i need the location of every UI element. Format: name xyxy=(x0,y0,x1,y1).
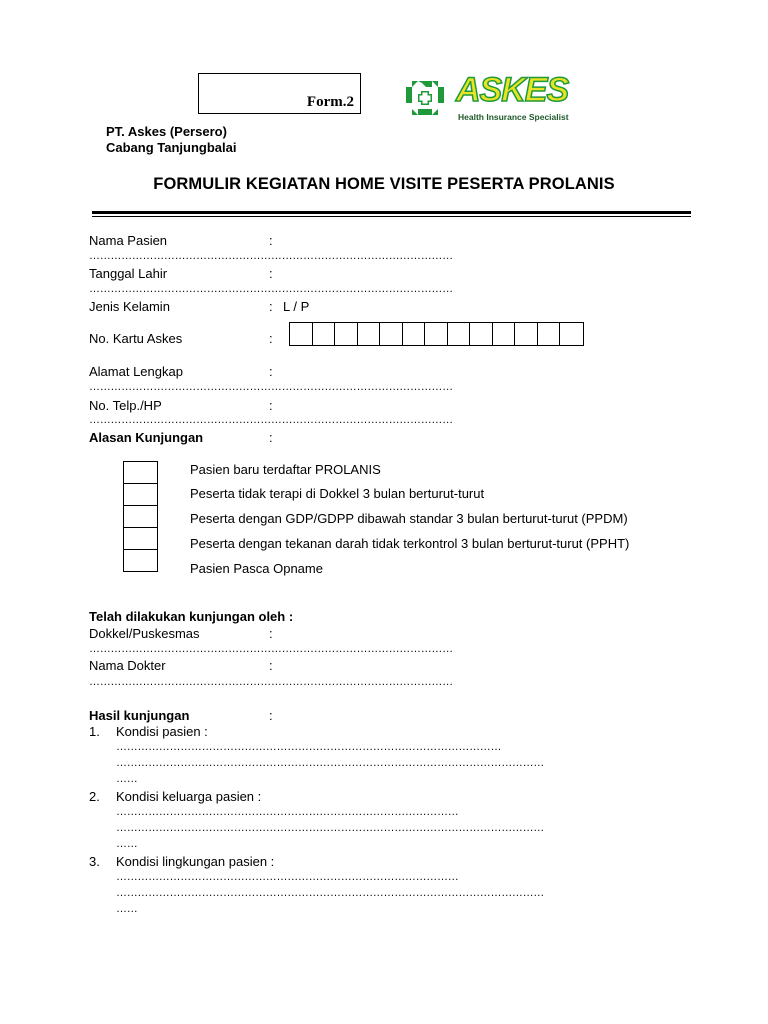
hasil-label: Hasil kunjungan xyxy=(89,708,190,723)
alamat-field[interactable]: ………………………………………………………………………………………… xyxy=(89,381,453,393)
nama-pasien-field[interactable]: ………………………………………………………………………………………… xyxy=(89,250,453,262)
tanggal-lahir-label: Tanggal Lahir xyxy=(89,266,168,281)
card-digit-box[interactable] xyxy=(313,323,336,345)
reason-checkbox[interactable] xyxy=(124,462,157,484)
card-digit-box[interactable] xyxy=(470,323,493,345)
form-title: FORMULIR KEGIATAN HOME VISITE PESERTA PROLANIS xyxy=(153,175,615,193)
dokter-field[interactable]: ………………………………………………………………………………………… xyxy=(89,676,453,688)
alamat-label: Alamat Lengkap xyxy=(89,364,183,379)
reason-item: Pasien Pasca Opname xyxy=(190,561,323,576)
dokkel-field[interactable]: ………………………………………………………………………………………… xyxy=(89,643,453,655)
hasil-item-number: 3. xyxy=(89,854,100,869)
jenis-kelamin-label: Jenis Kelamin xyxy=(89,299,170,314)
no-kartu-colon: : xyxy=(269,331,273,346)
card-digit-box[interactable] xyxy=(493,323,516,345)
card-digit-box[interactable] xyxy=(425,323,448,345)
reason-item: Peserta dengan tekanan darah tidak terkontrol 3 bulan berturut-turut (PPHT) xyxy=(190,536,630,551)
no-kartu-label: No. Kartu Askes xyxy=(89,331,183,346)
reason-item: Peserta dengan GDP/GDPP dibawah standar 3 bulan berturut-turut (PPDM) xyxy=(190,511,628,526)
kondisi-keluarga-field[interactable]: ………………………………………………………………………………………………………… xyxy=(116,822,545,834)
telp-label: No. Telp./HP xyxy=(89,398,162,413)
card-digit-box[interactable] xyxy=(560,323,583,345)
company-name: PT. Askes (Persero) xyxy=(106,124,227,139)
kondisi-keluarga-field[interactable]: …… xyxy=(116,838,138,850)
kondisi-keluarga-field[interactable]: …………………………………………………………………………………… xyxy=(116,806,459,818)
card-digit-box[interactable] xyxy=(358,323,381,345)
card-digit-box[interactable] xyxy=(448,323,471,345)
card-digit-box[interactable] xyxy=(290,323,313,345)
telp-colon: : xyxy=(269,398,273,413)
reason-checkbox[interactable] xyxy=(124,506,157,528)
tanggal-lahir-field[interactable]: ………………………………………………………………………………………… xyxy=(89,283,453,295)
dokter-colon: : xyxy=(269,658,273,673)
reason-checkbox[interactable] xyxy=(124,484,157,506)
kondisi-pasien-field[interactable]: …… xyxy=(116,773,138,785)
nama-pasien-label: Nama Pasien xyxy=(89,233,168,248)
hasil-colon: : xyxy=(269,708,273,723)
branch-name: Cabang Tanjungbalai xyxy=(106,140,237,155)
alasan-label: Alasan Kunjungan xyxy=(89,430,204,445)
title-divider-thick xyxy=(92,211,691,214)
kunjungan-oleh-label: Telah dilakukan kunjungan oleh : xyxy=(89,609,294,624)
kondisi-pasien-field[interactable]: ……………………………………………………………………………………………… xyxy=(116,741,502,753)
askes-logo-tagline: Health Insurance Specialist xyxy=(458,112,569,122)
kondisi-pasien-field[interactable]: ………………………………………………………………………………………………………… xyxy=(116,757,545,769)
kondisi-pasien-label: Kondisi pasien : xyxy=(116,724,208,739)
form-number-label: Form.2 xyxy=(306,94,354,110)
jenis-kelamin-colon: : xyxy=(269,299,273,314)
alasan-colon: : xyxy=(269,430,273,445)
nama-pasien-colon: : xyxy=(269,233,273,248)
kondisi-lingkungan-field[interactable]: …………………………………………………………………………………… xyxy=(116,871,459,883)
dokter-label: Nama Dokter xyxy=(89,658,166,673)
reason-checkbox[interactable] xyxy=(124,550,157,572)
alamat-colon: : xyxy=(269,364,273,379)
card-digit-box[interactable] xyxy=(538,323,561,345)
reason-checkboxes[interactable] xyxy=(123,461,158,572)
card-digit-box[interactable] xyxy=(403,323,426,345)
jenis-kelamin-options[interactable]: L / P xyxy=(283,299,310,314)
hasil-item-number: 2. xyxy=(89,789,100,804)
title-divider-thin xyxy=(92,216,691,217)
card-digit-box[interactable] xyxy=(515,323,538,345)
card-digit-box[interactable] xyxy=(335,323,358,345)
reason-item: Pasien baru terdaftar PROLANIS xyxy=(190,462,381,477)
hasil-item-number: 1. xyxy=(89,724,100,739)
kondisi-lingkungan-field[interactable]: …… xyxy=(116,903,138,915)
askes-logo-text: ASKES xyxy=(456,71,569,109)
card-number-boxes[interactable] xyxy=(289,322,584,346)
reason-checkbox[interactable] xyxy=(124,528,157,550)
kondisi-lingkungan-field[interactable]: ………………………………………………………………………………………………………… xyxy=(116,887,545,899)
kondisi-keluarga-label: Kondisi keluarga pasien : xyxy=(116,789,262,804)
tanggal-lahir-colon: : xyxy=(269,266,273,281)
telp-field[interactable]: ………………………………………………………………………………………… xyxy=(89,414,453,426)
dokkel-colon: : xyxy=(269,626,273,641)
askes-logo xyxy=(404,73,584,129)
card-digit-box[interactable] xyxy=(380,323,403,345)
form-number-box xyxy=(198,73,361,114)
kondisi-lingkungan-label: Kondisi lingkungan pasien : xyxy=(116,854,275,869)
dokkel-label: Dokkel/Puskesmas xyxy=(89,626,200,641)
reason-item: Peserta tidak terapi di Dokkel 3 bulan berturut-turut xyxy=(190,486,485,501)
